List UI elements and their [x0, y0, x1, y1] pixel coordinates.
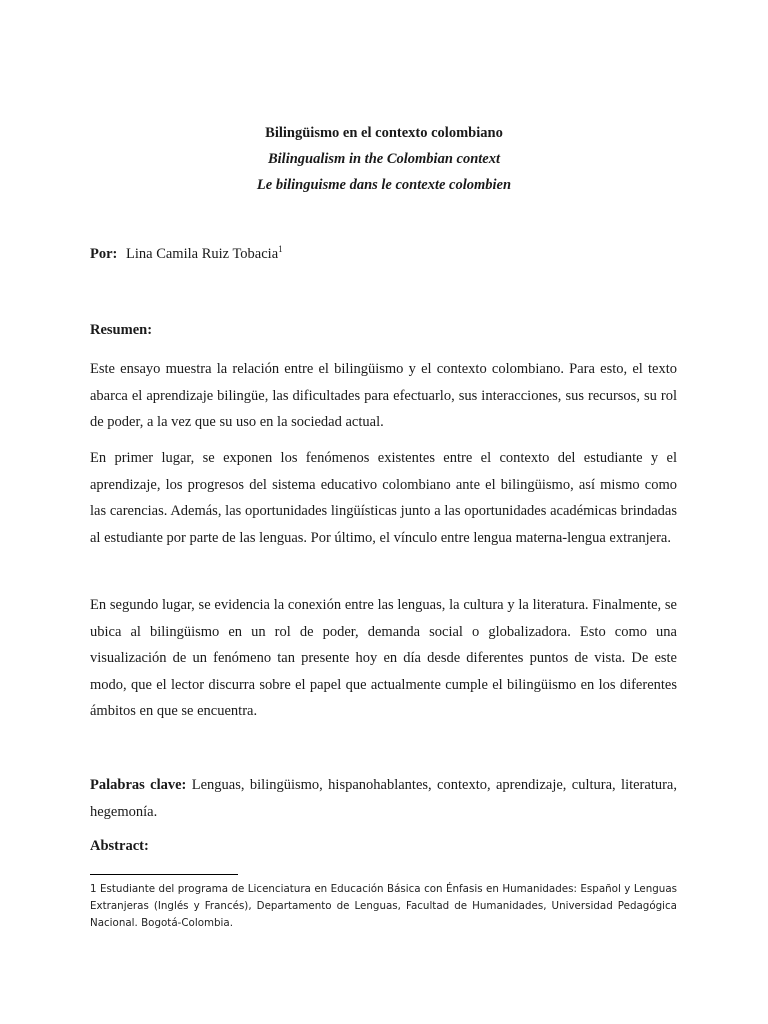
keywords-text: Lenguas, bilingüismo, hispanohablantes, contexto, aprendizaje, cultura, literatura, hegemonía.	[90, 777, 677, 820]
author-line	[90, 246, 283, 263]
resumen-paragraph-2: En primer lugar, se exponen los fenómenos existentes entre el contexto del estudiante y el aprendizaje, los progresos del sistema educativo colombiano ante el bilingüismo, así mismo como las carencias. Además, las oportunidades lingüísticas junto a las oportunidades académicas brindadas al estudiante por parte de las lenguas. Por último, el vínculo entre lengua materna-lengua extranjera.	[90, 450, 677, 546]
resumen-paragraph-3: En segundo lugar, se evidencia la conexión entre las lenguas, la cultura y la literatura. Finalmente, se ubica al bilingüismo en un rol de poder, demanda social o globalizadora. Esto como una visualización de un fenómeno tan presente hoy en día desde diferentes puntos de vista. De este modo, que el lector discurra sobre el papel que actualmente cumple el bilingüismo en los diferentes ámbitos en que se encuentra.	[90, 597, 677, 719]
title-block	[0, 120, 768, 198]
footnote-separator	[90, 874, 238, 875]
author-footnote-mark[interactable]: 1	[278, 244, 283, 255]
abstract-heading: Abstract:	[90, 838, 149, 854]
keywords-label: Palabras clave:	[90, 777, 187, 793]
title-french: Le bilinguisme dans le contexte colombien	[256, 177, 512, 193]
footnote: 1 Estudiante del programa de Licenciatura en Educación Básica con Énfasis en Humanidades: Español y Lenguas Extranjeras (Inglés y Francés), Departamento de Lenguas, Facultad de Humanidades, Universidad Pedagógica Nacional. Bogotá-Colombia.	[90, 883, 677, 929]
keywords-paragraph	[90, 772, 677, 825]
resumen-heading: Resumen:	[90, 322, 153, 338]
resumen-paragraph-1: Este ensayo muestra la relación entre el bilingüismo y el contexto colombiano. Para esto, el texto abarca el aprendizaje bilingüe, las dificultades para efectuarlo, sus interacciones, sus recursos, su rol de poder, a la vez que su uso en la sociedad actual.	[90, 361, 677, 430]
title-spanish: Bilingüismo en el contexto colombiano	[265, 125, 503, 141]
title-english: Bilingualism in the Colombian context	[267, 151, 501, 167]
author-label: Por:	[90, 246, 118, 262]
author-name: Lina Camila Ruiz Tobacia	[126, 246, 279, 262]
